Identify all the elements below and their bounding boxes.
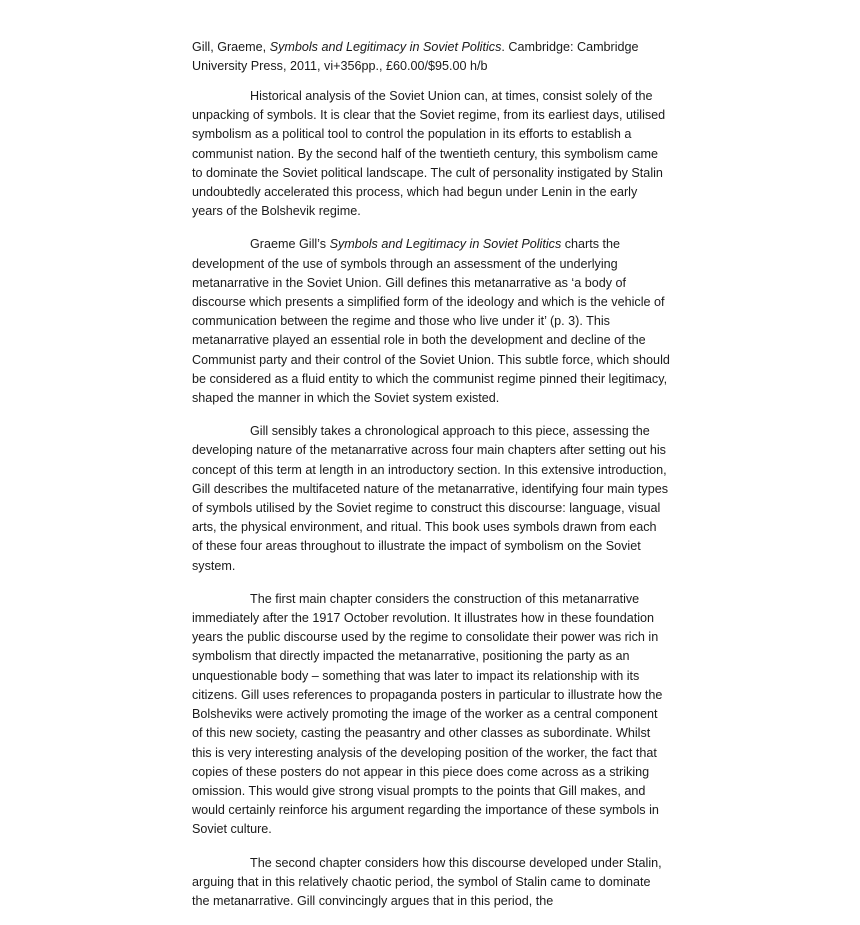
citation-publisher: . Cambridge: Cambridge University Press, 2011, vi+356pp., £60.00/$95.00 h/b <box>192 40 639 73</box>
review-page <box>192 38 670 925</box>
paragraph-2-title: Symbols and Legitimacy in Soviet Politics <box>329 237 562 252</box>
citation-author: Gill, Graeme, <box>192 40 270 54</box>
paragraph-2-lead: Graeme Gill’s <box>250 237 330 252</box>
paragraph-5: The second chapter considers how this discourse developed under Stalin, arguing that in this relatively chaotic period, the symbol of Stalin came to dominate the metanarrative. Gill convincingly argues that in this period, the <box>192 855 662 908</box>
paragraph-4: The first main chapter considers the construction of this metanarrative immediately after the 1917 October revolution. It illustrates how in these foundation years the public discourse used by the regime to consolidate their power was rich in symbolism that directly impacted the metanarrative, positioning the party as an unquestionable body – something that was later to impact its relationship with its citizens. Gill uses references to propaganda posters in particular to illustrate how the Bolsheviks were actively promoting the image of the worker as a central component of this new society, casting the peasantry and other classes as subordinate. Whilst this is very interesting analysis of the developing position of the worker, the fact that copies of these posters do not appear in this piece does come across as a striking omission. This would give strong visual prompts to the points that Gill makes, and would certainly reinforce his argument regarding the importance of these symbols in Soviet culture. <box>192 591 663 837</box>
citation-title: Symbols and Legitimacy in Soviet Politics <box>269 40 502 54</box>
paragraph-2-rest: charts the development of the use of symbols through an assessment of the underlying metanarrative in the Soviet Union. Gill defines this metanarrative as ‘a body of discourse which presents a simplified form of the ideology and which is the vehicle of communication between the regime and those who live under it’ (p. 3). This metanarrative played an essential role in both the development and decline of the Communist party and their control of the Soviet Union. This subtle force, which should be considered as a fluid entity to which the communist regime pinned their legitimacy, shaped the manner in which the Soviet system existed. <box>192 237 670 406</box>
paragraph-3: Gill sensibly takes a chronological approach to this piece, assessing the developing nature of the metanarrative across four main chapters after setting out his concept of this term at length in an introductory section. In this extensive introduction, Gill describes the multifaceted nature of the metanarrative, identifying four main types of symbols utilised by the Soviet regime to construct this discourse: language, visual arts, the physical environment, and ritual. This book uses symbols drawn from each of these four areas throughout to illustrate the impact of symbolism on the Soviet system. <box>192 424 669 573</box>
paragraph-1: Historical analysis of the Soviet Union can, at times, consist solely of the unpacking of symbols. It is clear that the Soviet regime, from its earliest days, utilised symbolism as a political tool to control the population in its efforts to establish a communist nation. By the second half of the twentieth century, this symbolism came to dominate the Soviet political landscape. The cult of personality instigated by Stalin undoubtedly accelerated this process, which had begun under Lenin in the early years of the Bolshevik regime. <box>192 89 666 219</box>
paragraph-2 <box>192 235 670 408</box>
citation <box>192 38 670 76</box>
